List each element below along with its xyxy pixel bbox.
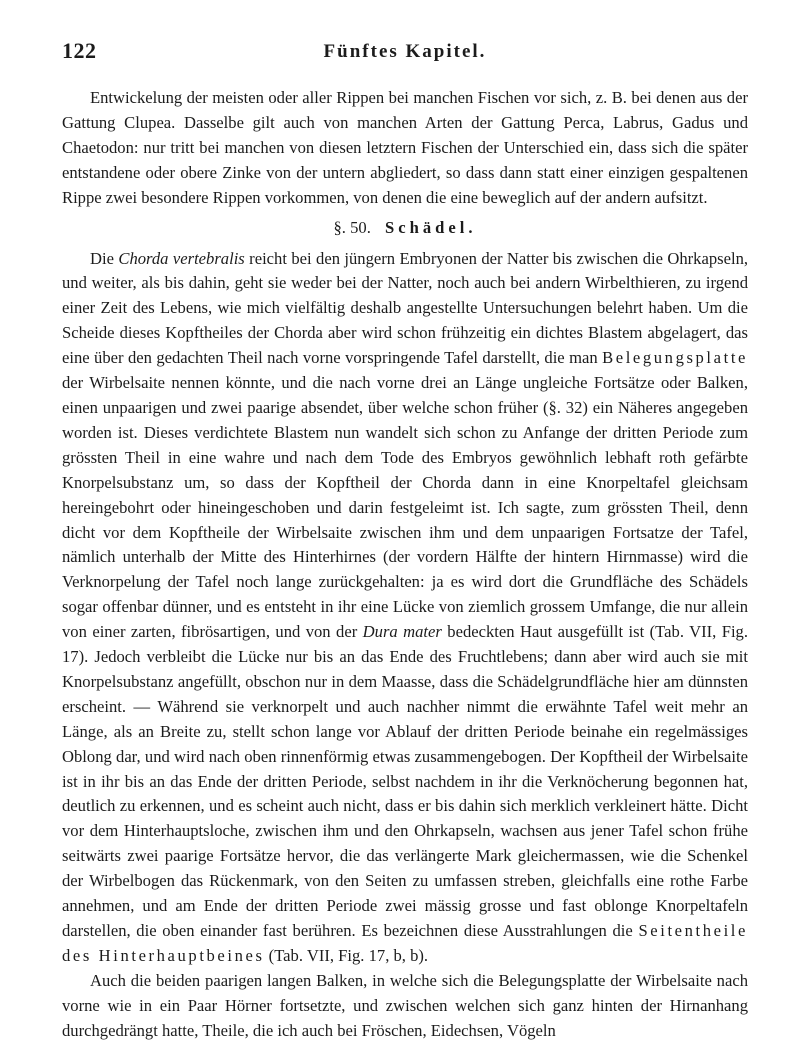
paragraph-1: Entwickelung der meisten oder aller Rippen bei manchen Fischen vor sich, z. B. bei denen aus der Gattung Clupea. Dasselbe gilt auch von manchen Arten der Gattung Perca, Labrus, Gadus und Chaetodon: nur tritt bei manchen von diesen letztern Fischen der Unterschied ein, dass sich die später entstandene oder obere Zinke von der untern abgliedert, so dass dann statt einer einzigen gespaltenen Rippe zwei besondere Rippen vorkommen, von denen die eine beweglich auf der andern aufsitzt. (62, 88, 748, 207)
p2-spaced-belegungsplatte: Belegungsplatte (602, 348, 748, 368)
p2-e: (Tab. VII, Fig. 17, b, b). (264, 945, 429, 965)
chapter-title: Fünftes Kapitel. (323, 41, 487, 62)
section-heading (62, 215, 748, 241)
page-number: 122 (62, 38, 97, 63)
p2-a: Die (90, 248, 119, 268)
p2-italic-dura-mater: Dura mater (362, 622, 442, 642)
p2-italic-chorda: Chorda vertebralis (118, 248, 245, 268)
paragraph-3: Auch die beiden paarigen langen Balken, in welche sich die Belegungsplatte der Wirbelsaite nach vorne wie in ein Paar Hörner fortsetzte, und zwischen welchen sich ganz hinten der Hirnanhang durchgedrängt hatte, Theile, die ich auch bei Fröschen, Eidechsen, Vögeln (62, 970, 748, 1040)
paragraph-2 (62, 247, 748, 969)
p2-spaced-seitentheile: Seitentheile des Hinterhauptbeines (62, 921, 748, 965)
section-title: Schädel. (385, 217, 477, 237)
p2-b: reicht bei den jüngern Embryonen der Natter bis zwischen die Ohrkapseln, und weiter, als bis dahin, geht sie weder bei der Natter, noch auch bei andern Wirbelthieren, zu irgend einer Zeit des Lebens, wie mich vielfältig deshalb angestellte Untersuchungen belehrt haben. Um die Scheide dieses Kopftheiles der Chorda aber wird schon frühzeitig ein dichtes Blastem abgelagert, das eine über den gedachten Theil nach vorne vorspringende Tafel darstellt, die man (62, 248, 749, 368)
section-number: §. 50. (333, 217, 371, 237)
body-text (62, 86, 748, 1044)
p2-d: bedeckten Haut ausgefüllt ist (Tab. VII, Fig. 17). Jedoch verbleibt die Lücke nur bis an das Ende des Fruchtlebens; dann aber wird auch sie mit Knorpelsubstanz angefüllt, obschon nur in dem Maasse, dass die Schädelgrundfläche hier am dünnsten erscheint. — Während sie verknorpelt und auch nachher nimmt die erwähnte Tafel weit mehr an Länge, als an Breite zu, stellt schon lange vor Ablauf der dritten Periode beinahe ein regelmässiges Oblong dar, und wird nach oben rinnenförmig etwas zusammengebogen. Der Kopftheil der Wirbelsaite ist in ihr bis an das Ende der dritten Periode, selbst nachdem in ihr die Verknöcherung begonnen hat, deutlich zu erkennen, und es scheint auch nicht, dass er bis dahin sich merklich verkleinert hätte. Dicht vor dem Hinterhauptsloche, zwischen ihm und den Ohrkapseln, wachsen aus jener Tafel schon frühe seitwärts zwei paarige Fortsätze hervor, die das verlängerte Mark gleichermassen, wie die Schenkel der Wirbelbogen das Rückenmark, von den Seiten zu umfassen streben, gleichfalls eine rothe Farbe annehmen, und am Ende der dritten Periode zwei mässig grosse und fast oblonge Knorpeltafeln darstellen, die oben einander fast berühren. Es bezeichnen diese Ausstrahlungen die (62, 622, 748, 940)
p2-c: der Wirbelsaite nennen könnte, und die nach vorne drei an Länge ungleiche Fortsätze oder Balken, einen unpaarigen und zwei paarige absendet, über welche schon früher (§. 32) ein Näheres angegeben worden ist. Dieses verdichtete Blastem nun wandelt sich schon zu Anfange der dritten Periode zum grössten Theil in eine wahre und nach dem Tode des Embryos gewöhnlich lebhaft roth gefärbte Knorpelsubstanz um, so dass der Kopftheil der Chorda dann in eine Knorpeltafel gleichsam hereingebohrt oder hineingeschoben und darin festgeleimt ist. Ich sagte, zum grössten Theil, denn dicht vor dem Kopftheile der Wirbelsaite zwischen ihm und dem unpaarigen Fortsatze der Tafel, nämlich unterhalb der Mitte des Hinterhirnes (der vordern Hälfte der hintern Hirnmasse) wird die Verknorpelung der Tafel noch lange zurückgehalten: ja es wird dort die Grundfläche des Schädels sogar offenbar dünner, und es entsteht in ihr eine Lücke von ziemlich grossem Umfange, die nur allein von einer zarten, fibrösartigen, und von der (62, 373, 748, 642)
running-head (62, 38, 748, 72)
